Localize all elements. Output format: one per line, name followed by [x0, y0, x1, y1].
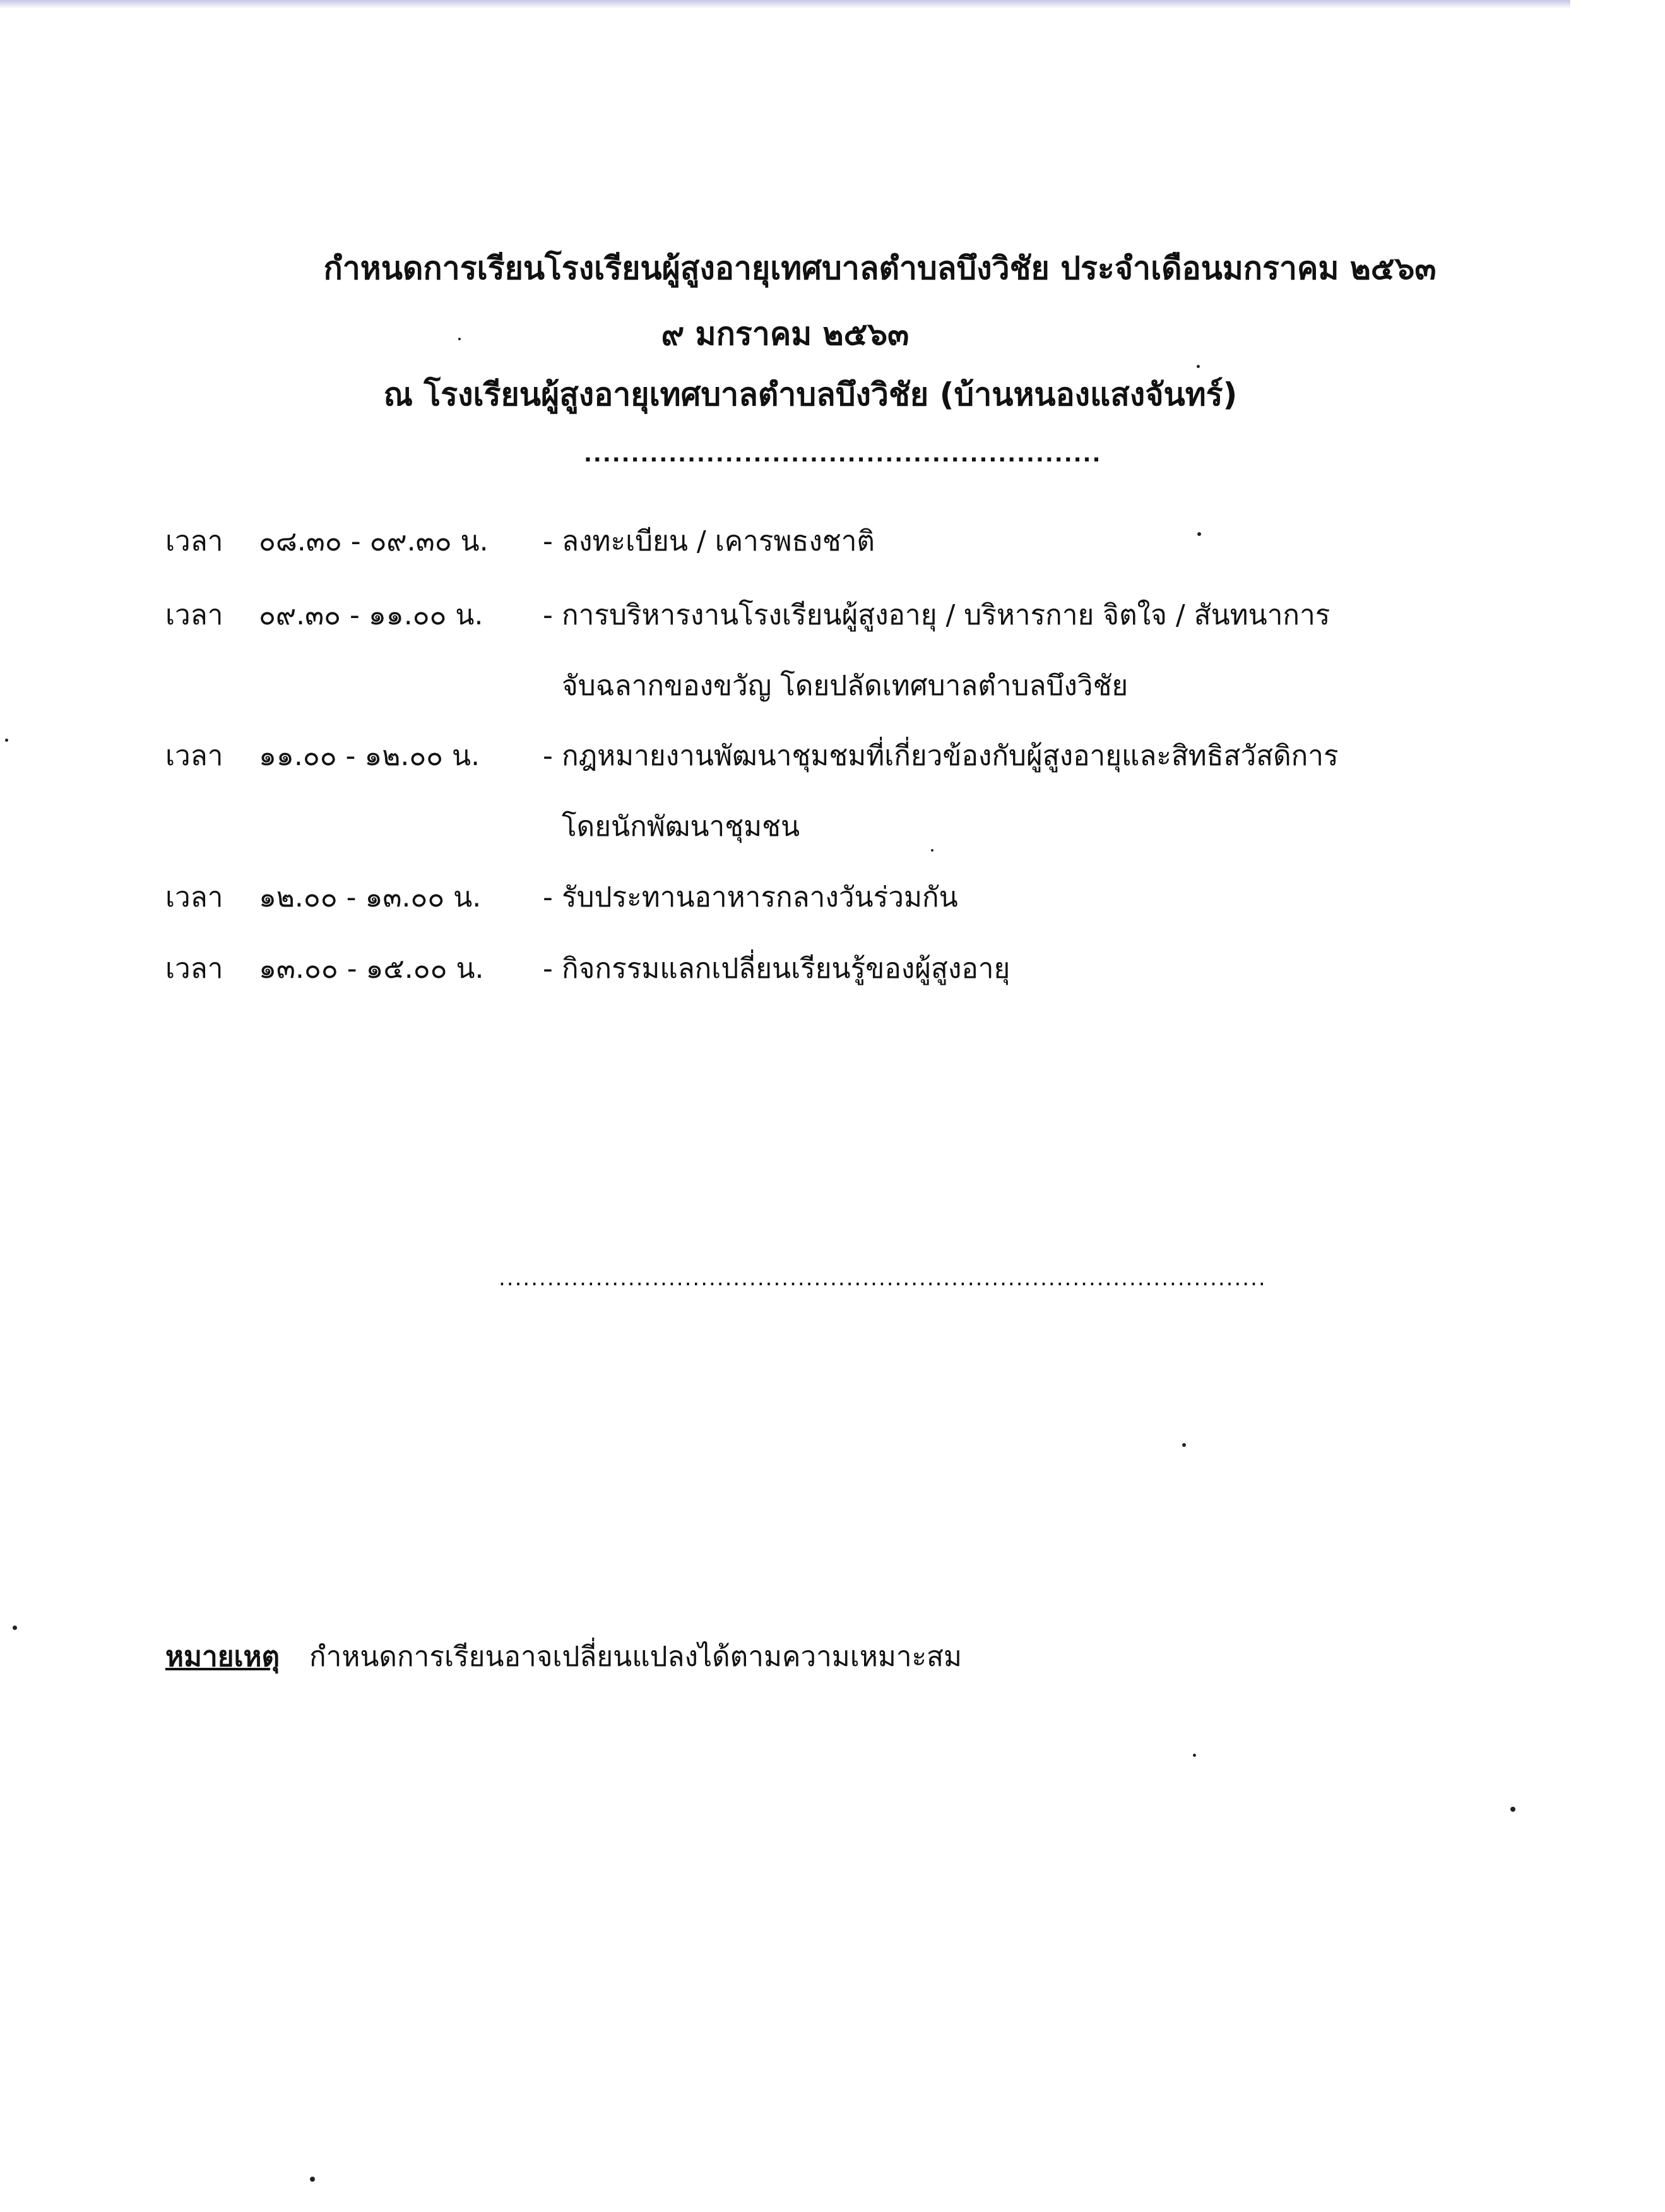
schedule-row-5-label: เวลา	[165, 953, 223, 985]
schedule-row-1-dash: -	[543, 525, 553, 557]
document-date: ๙ มกราคม ๒๕๖๓	[661, 316, 910, 352]
separator-middle: ...............................................................................................	[499, 1266, 1267, 1291]
scan-speck	[931, 849, 933, 852]
schedule-row-3-activity-cont: โดยนักพัฒนาชุมชน	[562, 811, 800, 843]
scan-top-edge	[0, 0, 1570, 9]
scan-speck	[1182, 1443, 1186, 1447]
schedule-row-2-activity: การบริหารงานโรงเรียนผู้สูงอายุ / บริหารกาย จิตใจ / สันทนาการ	[562, 599, 1330, 631]
scan-speck	[13, 1626, 17, 1630]
schedule-row-4-dash: -	[543, 881, 553, 913]
schedule-row-1-activity: ลงทะเบียน / เคารพธงชาติ	[562, 525, 875, 557]
scan-speck	[310, 2177, 315, 2182]
schedule-row-5-time: ๑๓.๐๐ - ๑๕.๐๐ น.	[259, 953, 484, 985]
schedule-row-2-label: เวลา	[165, 599, 223, 631]
schedule-row-3-dash: -	[543, 740, 553, 772]
schedule-row-2-dash: -	[543, 599, 553, 631]
document-title: กำหนดการเรียนโรงเรียนผู้สูงอายุเทศบาลตำบลบึงวิชัย ประจำเดือนมกราคม ๒๕๖๓	[323, 250, 1437, 287]
schedule-row-4-label: เวลา	[165, 881, 223, 913]
note-label: หมายเหตุ	[165, 1641, 280, 1673]
schedule-row-2-activity-cont: จับฉลากของขวัญ โดยปลัดเทศบาลตำบลบึงวิชัย	[562, 670, 1129, 702]
scan-speck	[1510, 1807, 1515, 1812]
scan-speck	[5, 739, 8, 742]
scan-speck	[458, 338, 461, 340]
schedule-row-5-dash: -	[543, 953, 553, 985]
schedule-row-4-time: ๑๒.๐๐ - ๑๓.๐๐ น.	[259, 881, 482, 913]
scan-speck	[1197, 365, 1200, 368]
document-venue: ณ โรงเรียนผู้สูงอายุเทศบาลตำบลบึงวิชัย (บ้านหนองแสงจันทร์)	[383, 376, 1238, 413]
schedule-row-3-time: ๑๑.๐๐ - ๑๒.๐๐ น.	[259, 740, 480, 772]
schedule-row-4-activity: รับประทานอาหารกลางวันร่วมกัน	[562, 881, 958, 913]
note-text: กำหนดการเรียนอาจเปลี่ยนแปลงได้ตามความเหมาะสม	[309, 1641, 963, 1673]
separator-top: .......................................................	[584, 442, 1102, 467]
schedule-row-1-time: ๐๘.๓๐ - ๐๙.๓๐ น.	[259, 525, 489, 557]
schedule-row-2-time: ๐๙.๓๐ - ๑๑.๐๐ น.	[259, 599, 483, 631]
scan-speck	[1193, 1754, 1196, 1757]
schedule-row-5-activity: กิจกรรมแลกเปลี่ยนเรียนรู้ของผู้สูงอายุ	[562, 953, 1010, 985]
schedule-row-3-activity: กฎหมายงานพัฒนาชุมชมที่เกี่ยวข้องกับผู้สูงอายุและสิทธิสวัสดิการ	[562, 740, 1339, 772]
scan-speck	[1197, 532, 1201, 536]
schedule-row-3-label: เวลา	[165, 740, 223, 772]
schedule-row-1-label: เวลา	[165, 525, 223, 557]
